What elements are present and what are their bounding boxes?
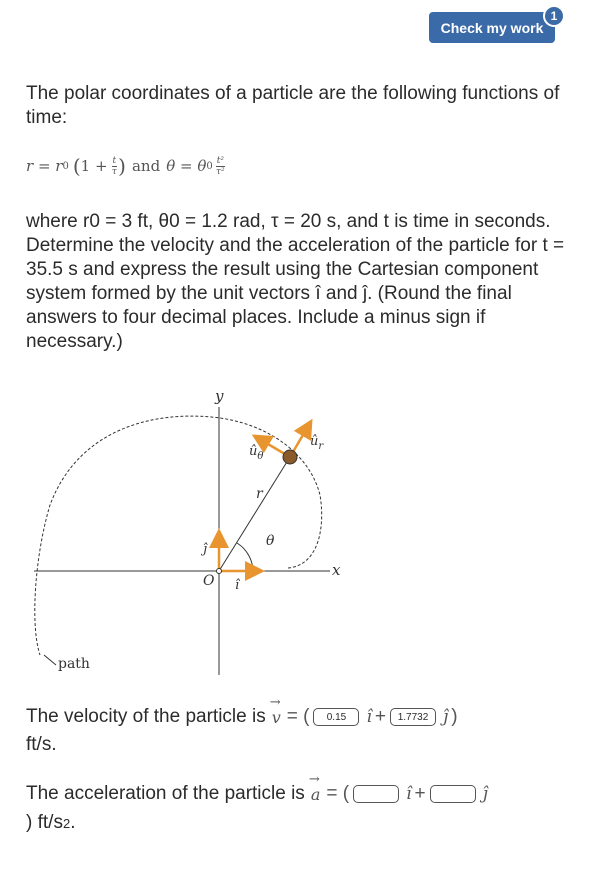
label-i-hat: ı̂: [235, 578, 240, 593]
acceleration-i-hat: ı̂: [406, 784, 412, 804]
label-u-theta: $û_\theta$: [249, 444, 264, 462]
question-intro: The polar coordinates of a particle are the following functions of time:: [26, 83, 560, 128]
eq-and: and: [131, 157, 161, 175]
velocity-answer-line: [26, 706, 458, 728]
origin-point: [217, 569, 222, 574]
label-u-r: $û_r$: [310, 434, 324, 452]
acceleration-vector-symbol: → a: [311, 785, 321, 804]
path-label-leader: [44, 655, 56, 665]
label-theta: θ: [266, 533, 275, 549]
label-y: y: [215, 387, 224, 405]
eq-r-sub: 0: [62, 160, 69, 172]
acceleration-j-input[interactable]: [430, 785, 476, 803]
velocity-close: ): [451, 706, 458, 727]
check-my-work-button[interactable]: Check my work: [429, 12, 555, 43]
eq-t-over-tau: [112, 156, 118, 177]
label-x: x: [332, 561, 341, 579]
label-j-hat: ȷ̂: [203, 542, 208, 557]
eq-paren-open: (: [72, 154, 81, 178]
eq-paren-close: ): [118, 154, 126, 178]
attempt-count-badge: 1: [543, 5, 565, 27]
acceleration-period: .: [70, 812, 76, 833]
eq-theta-part: θ = θ: [166, 157, 207, 175]
velocity-i-input[interactable]: 0.15: [313, 708, 359, 726]
velocity-units: ft/s.: [26, 734, 57, 755]
velocity-i-hat: ı̂: [366, 707, 372, 727]
acceleration-i-input[interactable]: [353, 785, 399, 803]
velocity-j-input[interactable]: 1.7732: [390, 708, 436, 726]
acceleration-plus: +: [414, 783, 426, 804]
label-path: path: [58, 656, 90, 672]
velocity-vector-symbol: → v: [272, 708, 281, 727]
polar-equation: [26, 154, 226, 178]
acceleration-j-hat: ȷ̂: [482, 784, 488, 804]
label-r: r: [256, 486, 263, 502]
velocity-plus: +: [374, 706, 387, 727]
eq-t2-over-tau2: [216, 156, 225, 177]
eq-one-plus: 1 +: [80, 157, 108, 175]
velocity-eq: = (: [286, 706, 310, 727]
eq-r-part: r = r: [26, 157, 63, 175]
acceleration-units-sup: 2: [62, 815, 71, 831]
eq-frac-den: τ: [111, 166, 117, 177]
eq-frac2-num: t²: [216, 155, 224, 166]
path-curve: [35, 416, 322, 655]
acceleration-prefix: The acceleration of the particle is: [26, 783, 305, 804]
label-origin: O: [203, 573, 215, 589]
acceleration-units: [26, 812, 75, 834]
velocity-prefix: The velocity of the particle is: [26, 706, 266, 727]
eq-frac2-den: τ²: [216, 166, 225, 177]
polar-diagram: [20, 385, 350, 685]
question-given: where r0 = 3 ft, θ0 = 1.2 rad, τ = 20 s, and t is time in seconds. Determine the velocity and the acceleration of the particle for t = 35.5 s and express the result using the Cartesian component system formed by the unit vectors î and ĵ. (Round the final answers to four decimal places. Include a minus sign if necessary.): [26, 211, 565, 352]
acceleration-close: ) ft/s: [26, 812, 63, 833]
eq-frac-num: t: [112, 155, 117, 166]
theta-arc: [237, 543, 253, 571]
acceleration-eq: = (: [326, 783, 350, 804]
radius-line: [219, 457, 290, 571]
velocity-j-hat: ȷ̂: [443, 707, 449, 727]
eq-theta-sub: 0: [206, 160, 213, 172]
particle: [283, 450, 297, 464]
acceleration-answer-line: [26, 783, 491, 805]
